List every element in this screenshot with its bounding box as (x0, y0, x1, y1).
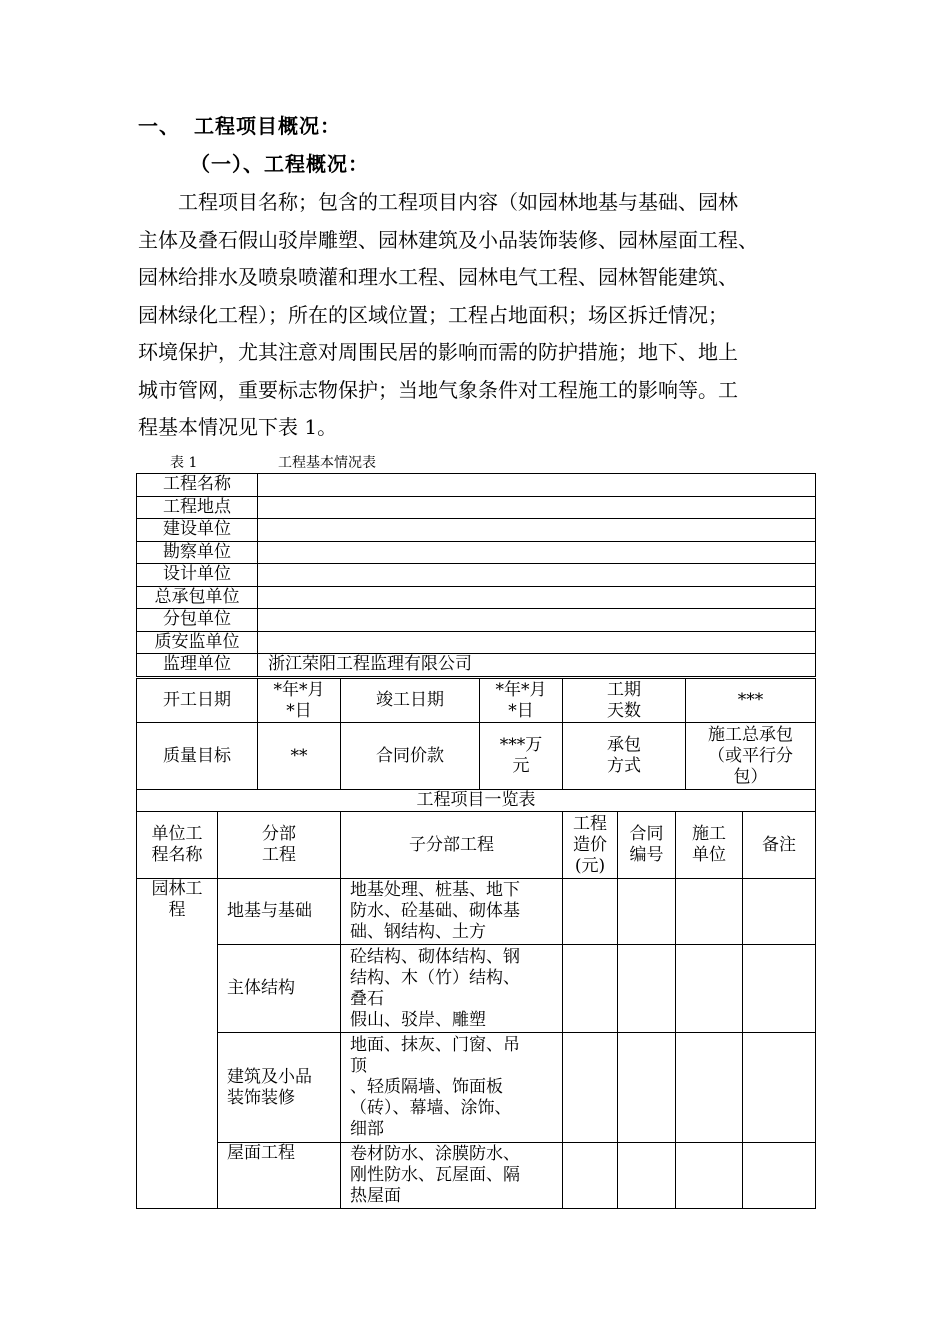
paragraph-line: 园林绿化工程）；所在的区域位置；工程占地面积；场区拆迁情况； (138, 302, 728, 327)
division-cell: 主体结构 (218, 945, 341, 1033)
subdivision-cell: 砼结构、砌体结构、钢 结构、木（竹）结构、 叠石 假山、驳岸、雕塑 (341, 945, 563, 1033)
division-cell: 建筑及小品 装饰装修 (218, 1033, 341, 1143)
field-label: 设计单位 (137, 564, 258, 587)
start-date-label: 开工日期 (137, 679, 258, 723)
end-date-label: 竣工日期 (341, 679, 480, 723)
table-row (137, 631, 816, 654)
duration-value: *** (686, 679, 816, 723)
paragraph-line: 城市管网，重要标志物保护；当地气象条件对工程施工的影响等。工 (138, 377, 738, 402)
table-row (137, 609, 816, 632)
table-row (137, 1143, 816, 1209)
start-date-value: *年*月 *日 (258, 679, 341, 723)
basic-info-table (136, 473, 816, 677)
paragraph-line: 程基本情况见下表 1。 (138, 415, 338, 439)
field-label: 质安监单位 (137, 631, 258, 654)
field-value (258, 519, 816, 542)
field-label: 工程名称 (137, 474, 258, 497)
field-value (258, 496, 816, 519)
quality-value: ** (258, 723, 341, 790)
table-row (137, 541, 816, 564)
price-value: ***万 元 (480, 723, 563, 790)
division-cell: 屋面工程 (218, 1143, 341, 1209)
field-value (258, 586, 816, 609)
contract-mode-label: 承包 方式 (563, 723, 686, 790)
paragraph-line: 工程项目名称；包含的工程项目内容（如园林地基与基础、园林 (138, 190, 738, 214)
header-remarks: 备注 (743, 812, 816, 879)
subsection-heading: （一）、工程概况： (190, 152, 369, 176)
table-label: 表 1 (170, 455, 198, 471)
contract-info-table (136, 678, 816, 790)
table-row (137, 564, 816, 587)
table-row (137, 879, 816, 945)
paragraph-line: 环境保护，尤其注意对周围民居的影响而需的防护措施；地下、地上 (138, 340, 738, 364)
project-list-title: 工程项目一览表 (137, 790, 816, 812)
paragraph-line: 主体及叠石假山驳岸雕塑、园林建筑及小品装饰装修、园林屋面工程、 (138, 227, 758, 252)
section-title: 工程项目概况： (194, 114, 341, 138)
duration-label: 工期 天数 (563, 679, 686, 723)
unit-name-cell: 园林工 程 (137, 879, 218, 1209)
table-row (137, 1033, 816, 1143)
field-value (258, 564, 816, 587)
field-label: 总承包单位 (137, 586, 258, 609)
field-value (258, 609, 816, 632)
section-number: 一、 (138, 114, 180, 138)
header-subdivision: 子分部工程 (341, 812, 563, 879)
header-division: 分部 工程 (218, 812, 341, 879)
table-row (137, 474, 816, 497)
field-value (258, 631, 816, 654)
subdivision-cell: 地基处理、桩基、地下 防水、砼基础、砌体基 础、钢结构、土方 (341, 879, 563, 945)
field-label: 分包单位 (137, 609, 258, 632)
table-row (137, 586, 816, 609)
end-date-value: *年*月 *日 (480, 679, 563, 723)
section-heading-1 (138, 110, 341, 139)
header-unit-name: 单位工 程名称 (137, 812, 218, 879)
field-value (258, 474, 816, 497)
table-row (137, 945, 816, 1033)
project-list-table (136, 789, 816, 1209)
paragraph-line: 园林给排水及喷泉喷灌和理水工程、园林电气工程、园林智能建筑、 (138, 265, 738, 289)
overview-paragraph (138, 184, 818, 447)
field-value (258, 541, 816, 564)
header-contract-no: 合同 编号 (618, 812, 676, 879)
subdivision-cell: 卷材防水、涂膜防水、 刚性防水、瓦屋面、隔 热屋面 (341, 1143, 563, 1209)
contract-mode-value: 施工总承包 （或平行分 包） (686, 723, 816, 790)
field-label: 工程地点 (137, 496, 258, 519)
field-label: 勘察单位 (137, 541, 258, 564)
header-contractor: 施工 单位 (676, 812, 743, 879)
field-value: 浙江荣阳工程监理有限公司 (258, 654, 816, 677)
table-row (137, 519, 816, 542)
field-label: 监理单位 (137, 654, 258, 677)
division-cell: 地基与基础 (218, 879, 341, 945)
table-title: 工程基本情况表 (278, 455, 376, 471)
subdivision-cell: 地面、抹灰、门窗、吊 顶 、轻质隔墙、饰面板 （砖）、幕墙、涂饰、 细部 (341, 1033, 563, 1143)
field-label: 建设单位 (137, 519, 258, 542)
quality-label: 质量目标 (137, 723, 258, 790)
header-cost: 工程 造价 (元) (563, 812, 618, 879)
table-row (137, 496, 816, 519)
price-label: 合同价款 (341, 723, 480, 790)
table-row (137, 654, 816, 677)
